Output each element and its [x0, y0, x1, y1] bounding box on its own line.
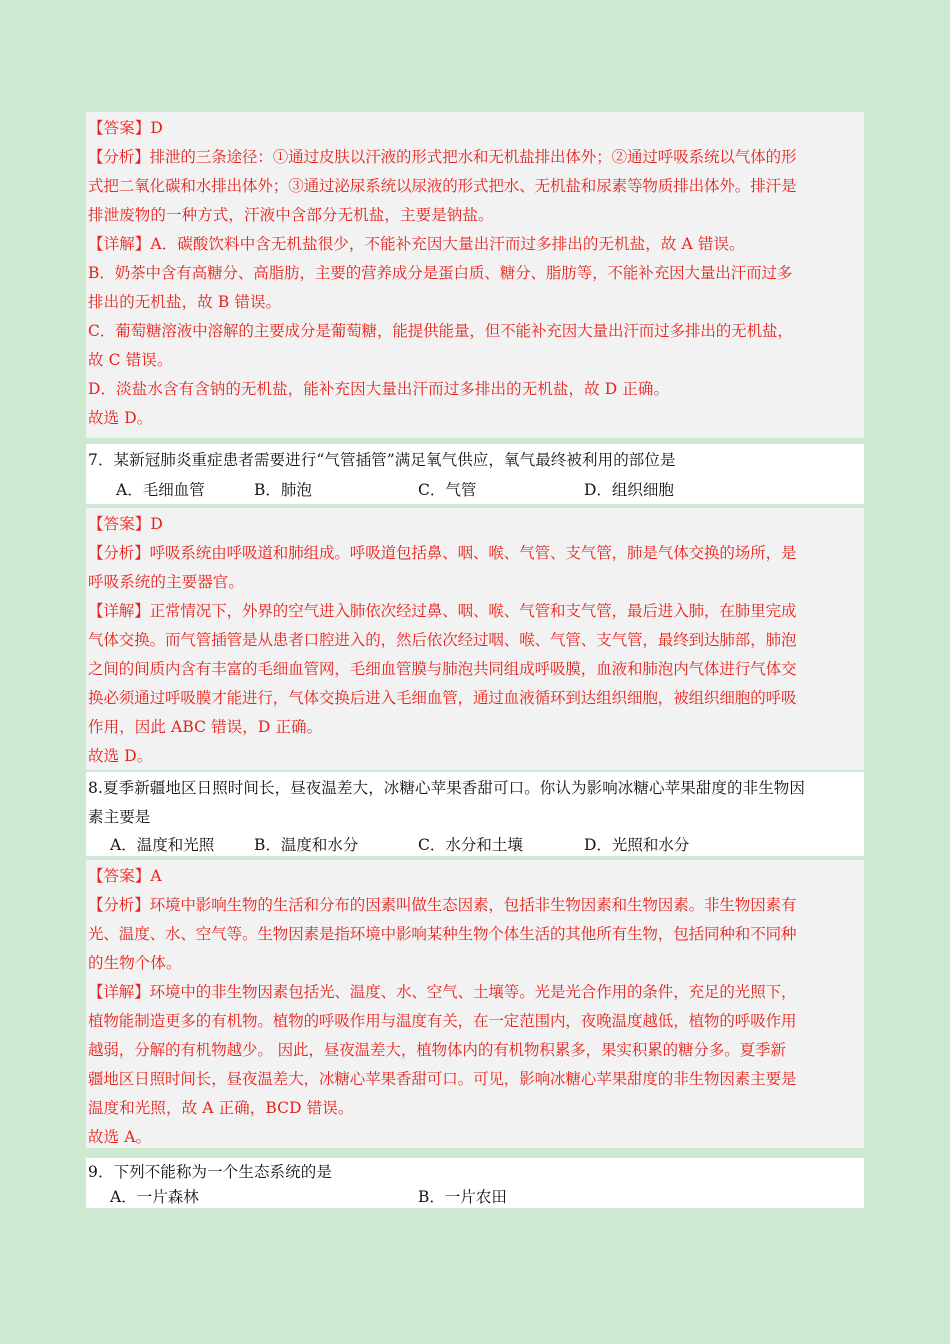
analysis-line: 式把二氧化碳和水排出体外；③通过泌尿系统以尿液的形式把水、无机盐和尿素等物质排出体外。排汗是 — [88, 177, 797, 195]
options-row — [88, 475, 864, 505]
detail-line: 故选 D。 — [88, 747, 153, 765]
detail-line: 越弱，分解的有机物越少。 因此，昼夜温差大，植物体内的有机物积累多，果实积累的糖分多。夏季新 — [88, 1041, 786, 1059]
options-row — [88, 832, 864, 858]
detail-line: C．葡萄糖溶液中溶解的主要成分是葡萄糖，能提供能量，但不能补充因大量出汗而过多排出的无机盐， — [88, 322, 793, 340]
option-a: A．毛细血管 — [116, 481, 205, 499]
analysis-line: 光、温度、水、空气等。生物因素是指环境中影响某种生物个体生活的其他所有生物，包括同种和不同种 — [88, 925, 797, 943]
options-row — [88, 1184, 864, 1210]
question-q7 — [86, 444, 864, 504]
detail-line: 【详解】正常情况下，外界的空气进入肺依次经过鼻、咽、喉、气管和支气管，最后进入肺，在肺里完成 — [88, 602, 797, 620]
detail-line: 【详解】环境中的非生物因素包括光、温度、水、空气、土壤等。光是光合作用的条件，充足的光照下， — [88, 983, 797, 1001]
option-a: A．温度和光照 — [110, 836, 215, 854]
detail-line: 作用，因此 ABC 错误，D 正确。 — [88, 718, 323, 736]
detail-line: 之间的间质内含有丰富的毛细血管网，毛细血管膜与肺泡共同组成呼吸膜，血液和肺泡内气体进行气体交 — [88, 660, 797, 678]
option-c: C．气管 — [418, 481, 477, 499]
detail-line: 【详解】A．碳酸饮料中含无机盐很少，不能补充因大量出汗而过多排出的无机盐，故 A 错误。 — [88, 235, 745, 253]
option-b: B．一片农田 — [418, 1188, 507, 1206]
question-q9 — [86, 1158, 864, 1208]
answer-label: 【答案】D — [88, 119, 163, 137]
document-page — [86, 112, 864, 1208]
option-b: B．肺泡 — [254, 481, 312, 499]
detail-line: 疆地区日照时间长，昼夜温差大，冰糖心苹果香甜可口。可见，影响冰糖心苹果甜度的非生物因素主要是 — [88, 1070, 797, 1088]
detail-line: B．奶茶中含有高糖分、高脂肪，主要的营养成分是蛋白质、糖分、脂肪等，不能补充因大量出汗而过多 — [88, 264, 793, 282]
option-a: A．一片森林 — [110, 1188, 199, 1206]
option-c: C．水分和土壤 — [418, 836, 523, 854]
option-d: D．光照和水分 — [584, 836, 690, 854]
detail-line: 植物能制造更多的有机物。植物的呼吸作用与温度有关，在一定范围内，夜晚温度越低，植物的呼吸作用 — [88, 1012, 797, 1030]
question-stem: 9．下列不能称为一个生态系统的是 — [88, 1163, 332, 1181]
detail-line: 气体交换。而气管插管是从患者口腔进入的，然后依次经过咽、喉、气管、支气管，最终到达肺部，肺泡 — [88, 631, 797, 649]
detail-line: 故选 D。 — [88, 409, 153, 427]
question-stem: 8.夏季新疆地区日照时间长，昼夜温差大，冰糖心苹果香甜可口。你认为影响冰糖心苹果甜度的非生物因 — [88, 779, 805, 797]
detail-line: 故选 A。 — [88, 1128, 152, 1146]
analysis-line: 【分析】排泄的三条途径：①通过皮肤以汗液的形式把水和无机盐排出体外；②通过呼吸系统以气体的形 — [88, 148, 797, 166]
analysis-line: 【分析】环境中影响生物的生活和分布的因素叫做生态因素，包括非生物因素和生物因素。非生物因素有 — [88, 896, 797, 914]
option-b: B．温度和水分 — [254, 836, 359, 854]
detail-line: D．淡盐水含有含钠的无机盐，能补充因大量出汗而过多排出的无机盐，故 D 正确。 — [88, 380, 670, 398]
detail-line: 排出的无机盐，故 B 错误。 — [88, 293, 282, 311]
answer-label: 【答案】D — [88, 515, 163, 533]
option-d: D．组织细胞 — [584, 481, 674, 499]
analysis-line: 的生物个体。 — [88, 954, 182, 972]
question-stem: 素主要是 — [88, 808, 151, 826]
analysis-line: 【分析】呼吸系统由呼吸道和肺组成。呼吸道包括鼻、咽、喉、气管、支气管，肺是气体交换的场所，是 — [88, 544, 797, 562]
answer-label: 【答案】A — [88, 867, 162, 885]
detail-line: 故 C 错误。 — [88, 351, 173, 369]
analysis-line: 排泄废物的一种方式，汗液中含部分无机盐，主要是钠盐。 — [88, 206, 494, 224]
answer-block-q8 — [86, 860, 864, 1148]
answer-block-q6 — [86, 112, 864, 438]
detail-line: 温度和光照，故 A 正确，BCD 错误。 — [88, 1099, 354, 1117]
detail-line: 换必须通过呼吸膜才能进行，气体交换后进入毛细血管，通过血液循环到达组织细胞，被组织细胞的呼吸 — [88, 689, 797, 707]
question-stem: 7．某新冠肺炎重症患者需要进行“气管插管”满足氧气供应，氧气最终被利用的部位是 — [88, 451, 676, 469]
analysis-line: 呼吸系统的主要器官。 — [88, 573, 245, 591]
question-q8 — [86, 772, 864, 856]
answer-block-q7 — [86, 508, 864, 770]
